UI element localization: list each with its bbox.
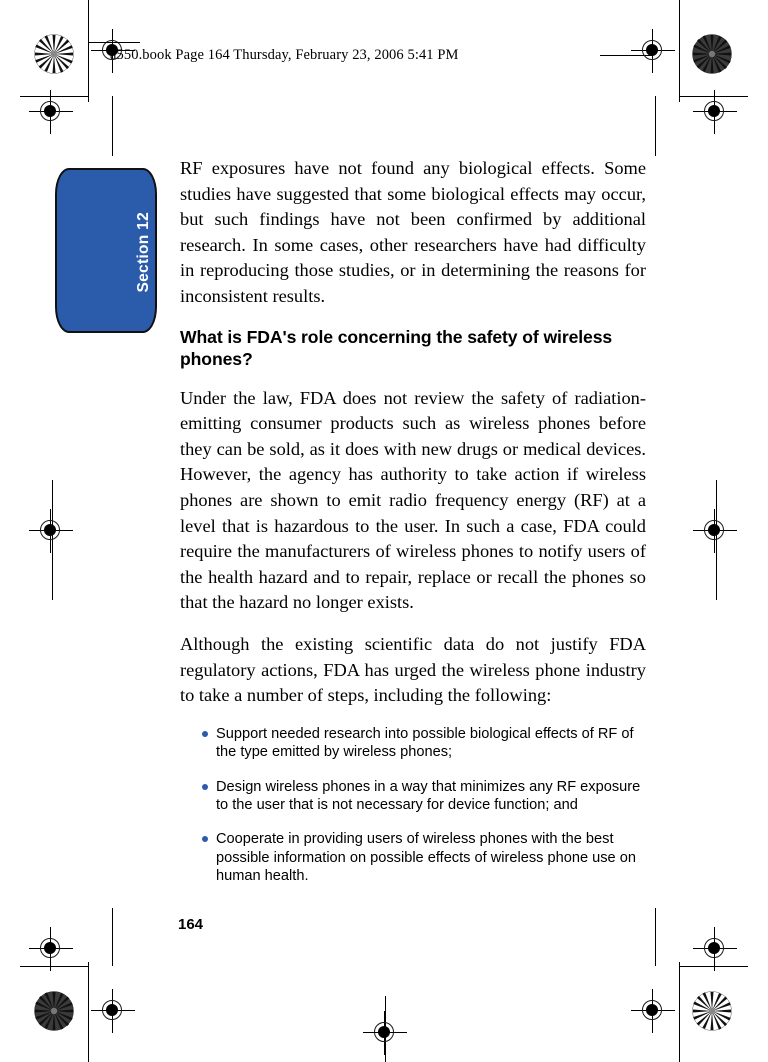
header-rule: [88, 42, 140, 43]
crop-line-left-lower-vertical: [112, 908, 113, 966]
section-tab-label: Section 12: [135, 212, 152, 293]
bullet-dot-icon: [202, 836, 208, 842]
star-target-top-right: [692, 34, 732, 74]
crop-line-bottom-left-vertical: [88, 962, 89, 1062]
bullet-dot-icon: [202, 731, 208, 737]
registration-mark-lower-right-inner: [693, 927, 737, 971]
crop-line-top-right-vertical: [679, 0, 680, 102]
registration-mark-upper-right-inner: [693, 90, 737, 134]
crop-line-left-upper-vertical: [112, 96, 113, 156]
paragraph-under-the-law: Under the law, FDA does not review the safety of radiation-emitting consumer products such as wireless phones before they can be sold, as it does with new drugs or medical devices. However, the agency has authority to take action if wireless phones are shown to emit radio frequency energy (RF) at a level that is hazardous to the user. In such a case, FDA could require the manufacturers of wireless phones to notify users of the health hazard and to repair, replace or recall the phones so that the hazard no longer exists.: [180, 387, 646, 613]
header-file-info: a550.book Page 164 Thursday, February 23, 2006 5:41 PM: [110, 47, 459, 63]
list-item: [180, 725, 646, 762]
paragraph-although-existing-data: Although the existing scientific data do not justify FDA regulatory actions, FDA has urged the wireless phone industry to take a number of steps, including the following:: [180, 633, 646, 706]
fda-steps-list: [180, 725, 646, 886]
star-target-top-left: [34, 34, 74, 74]
crop-line-right-upper-vertical: [655, 96, 656, 156]
registration-dot: [646, 44, 658, 56]
list-item-text: Design wireless phones in a way that minimizes any RF exposure to the user that is not necessary for device function; and: [216, 778, 641, 813]
crop-line-bottom-right-vertical: [679, 962, 680, 1062]
star-target-bottom-left: [34, 991, 74, 1031]
star-target-icon: [34, 34, 74, 74]
registration-mark-top-right: [631, 29, 675, 73]
registration-dot: [44, 942, 56, 954]
paragraph-rf-exposures: RF exposures have not found any biological effects. Some studies have suggested that some biological effects may occur, but such findings have not been confirmed by additional research. In some cases, other researchers have had difficulty in reproducing those studies, or in determining the reasons for inconsistent results.: [180, 158, 646, 306]
section-tab-label-wrap: [57, 170, 159, 335]
registration-mark-bottom-left: [91, 989, 135, 1033]
registration-dot: [378, 1026, 390, 1038]
star-target-bottom-right: [692, 991, 732, 1031]
registration-dot: [708, 524, 720, 536]
registration-dot: [44, 524, 56, 536]
star-target-icon: [34, 991, 74, 1031]
list-item: [180, 830, 646, 885]
page-number: 164: [178, 916, 204, 933]
crop-line-top-left-vertical: [88, 0, 89, 102]
star-target-icon: [692, 991, 732, 1031]
star-target-icon: [692, 34, 732, 74]
registration-dot: [646, 1004, 658, 1016]
registration-mark-upper-left-inner: [29, 90, 73, 134]
registration-mark-left-middle: [29, 509, 73, 553]
crop-line-right-lower-vertical: [655, 908, 656, 966]
registration-mark-lower-left-inner: [29, 927, 73, 971]
list-item-text: Support needed research into possible biological effects of RF of the type emitted by wireless phones;: [216, 725, 634, 761]
page-content: [180, 156, 646, 902]
registration-dot: [106, 1004, 118, 1016]
registration-mark-right-middle: [693, 509, 737, 553]
heading-fda-role: What is FDA's role concerning the safety of wireless phones?: [180, 326, 613, 370]
list-item: [180, 778, 646, 815]
registration-dot: [708, 942, 720, 954]
section-tab: [55, 168, 157, 333]
registration-mark-bottom-center: [363, 1011, 407, 1055]
registration-dot: [708, 105, 720, 117]
registration-dot: [44, 105, 56, 117]
registration-mark-bottom-right: [631, 989, 675, 1033]
bullet-dot-icon: [202, 784, 208, 790]
list-item-text: Cooperate in providing users of wireless phones with the best possible information on possible effects of wireless phone use on human health.: [216, 831, 636, 885]
